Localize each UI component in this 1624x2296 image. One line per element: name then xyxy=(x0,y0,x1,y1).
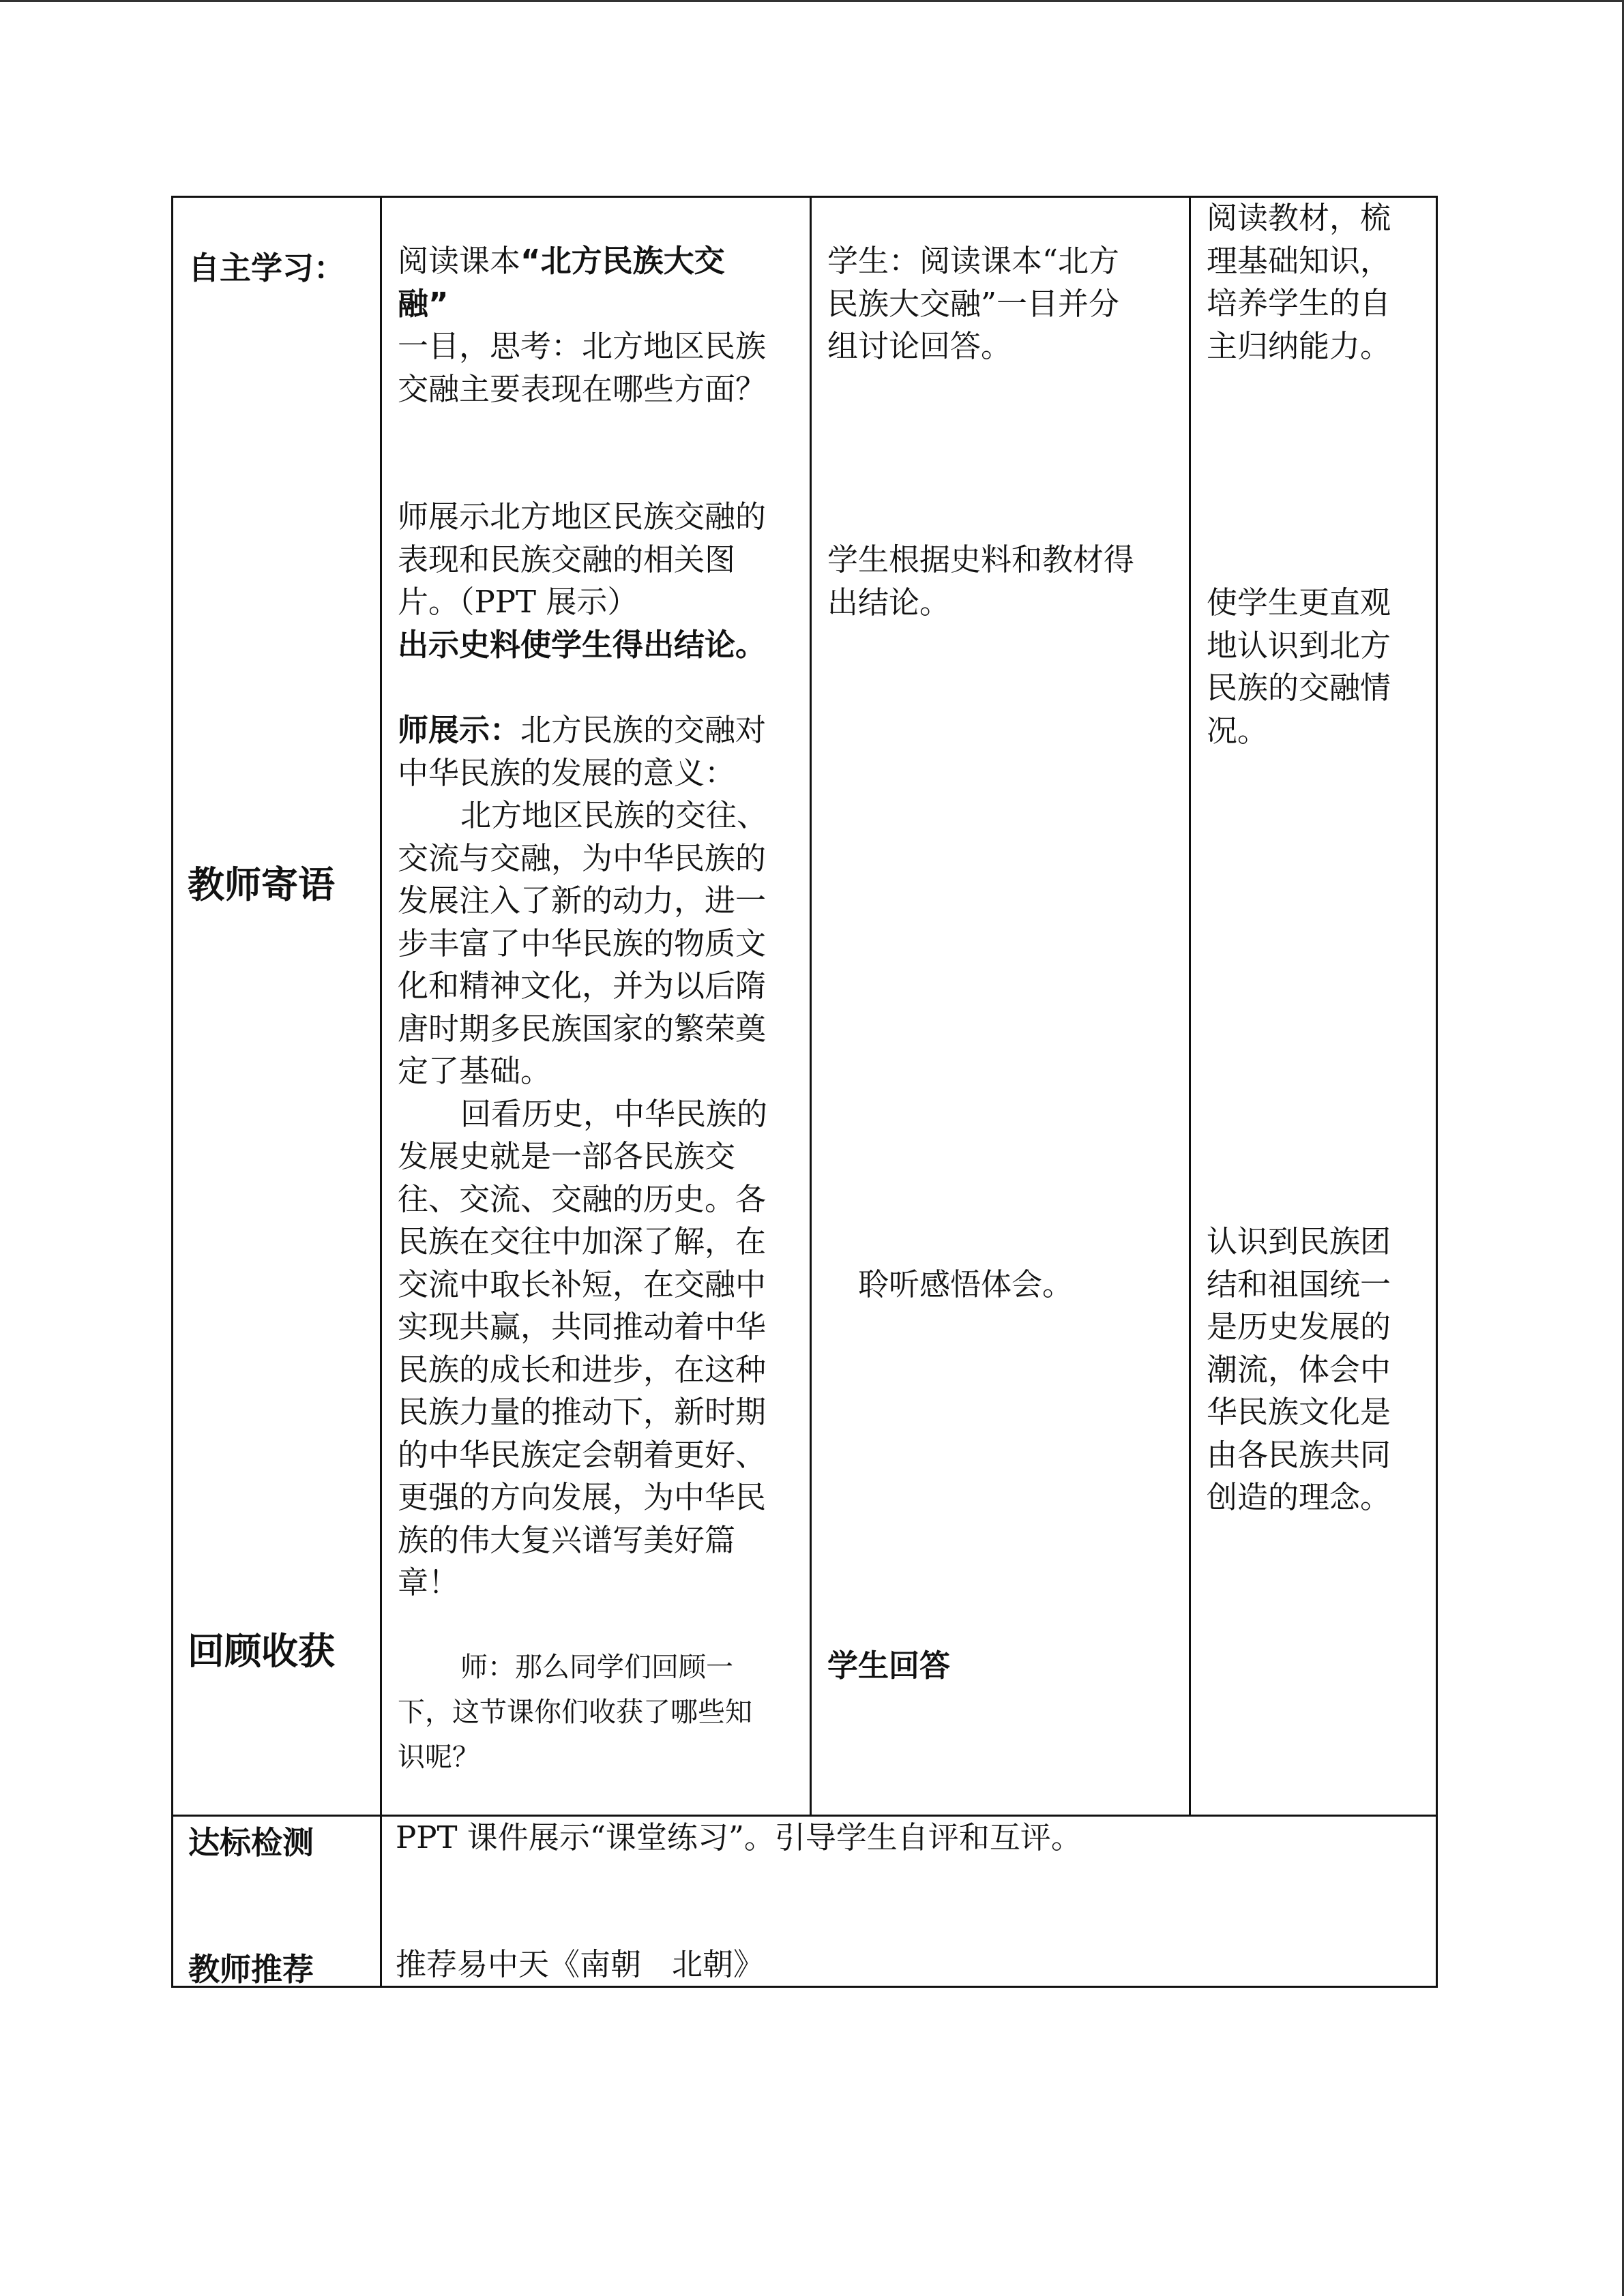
para1-line: 步丰富了中华民族的物质文 xyxy=(398,925,767,961)
think-line: 一目，思考：北方地区民族 xyxy=(398,328,767,364)
table-col-divider-2 xyxy=(810,196,812,1816)
purpose-block-1 xyxy=(1207,197,1432,368)
teacher-recommend-label: 教师推荐 xyxy=(188,1951,314,1988)
purpose-line: 创造的理念。 xyxy=(1207,1479,1391,1515)
show-line: 片。（PPT 展示） xyxy=(398,584,638,620)
purpose-line: 况。 xyxy=(1207,712,1269,749)
para1-line: 定了基础。 xyxy=(398,1053,552,1089)
teacher-review-block xyxy=(398,1645,800,1780)
student-read-line: 组讨论回答。 xyxy=(827,328,1012,364)
show-line: 师展示北方地区民族交融的 xyxy=(398,498,767,535)
purpose-block-2 xyxy=(1207,582,1432,752)
table-left-border xyxy=(171,196,173,1988)
para1-line: 化和精神文化，并为以后隋 xyxy=(398,968,767,1004)
para1-line: 唐时期多民族国家的繁荣奠 xyxy=(398,1010,767,1047)
teacher-show-block xyxy=(398,496,800,666)
review-line: 下，这节课你们收获了哪些知 xyxy=(398,1697,752,1728)
table-right-border xyxy=(1436,196,1438,1988)
student-conclude-line: 出结论。 xyxy=(827,584,951,621)
teacher-recommend-text: 推荐易中天《南朝 北朝》 xyxy=(396,1946,765,1982)
significance-label: 师展示： xyxy=(398,712,521,748)
purpose-line: 地认识到北方 xyxy=(1207,627,1391,664)
read-title: “北方民族大交 xyxy=(520,243,725,279)
purpose-line: 民族的交融情 xyxy=(1207,670,1391,706)
purpose-line: 结和祖国统一 xyxy=(1207,1266,1391,1302)
para2-line: 族的伟大复兴谱写美好篇 xyxy=(398,1521,736,1558)
purpose-line: 培养学生的自 xyxy=(1207,285,1391,321)
purpose-line: 潮流，体会中 xyxy=(1207,1351,1391,1388)
para2-line: 的中华民族定会朝着更好、 xyxy=(398,1436,767,1473)
student-answer-block xyxy=(827,1645,1182,1688)
standard-check-label: 达标检测 xyxy=(188,1824,314,1861)
purpose-line: 认识到民族团 xyxy=(1207,1223,1391,1259)
para1-line: 北方地区民族的交往、 xyxy=(460,797,768,833)
student-read-line: 民族大交融”一目并分 xyxy=(827,285,1120,322)
teacher-read-block xyxy=(398,240,800,411)
read-prefix: 阅读课本 xyxy=(398,243,521,279)
show-line: 表现和民族交融的相关图 xyxy=(398,541,736,578)
student-read-line: 学生：阅读课本“北方 xyxy=(827,243,1120,279)
purpose-line: 由各民族共同 xyxy=(1207,1436,1391,1473)
page-top-border xyxy=(0,0,1624,2)
read-title-cont: 融” xyxy=(398,285,449,322)
student-answer: 学生回答 xyxy=(827,1648,951,1684)
para2-line: 往、交流、交融的历史。各 xyxy=(398,1180,767,1217)
student-read-block xyxy=(827,240,1182,368)
para2-line: 更强的方向发展，为中华民 xyxy=(398,1479,767,1515)
purpose-line: 主归纳能力。 xyxy=(1207,327,1391,364)
para2-line: 实现共赢，共同推动着中华 xyxy=(398,1309,767,1345)
teacher-message-label: 教师寄语 xyxy=(188,863,335,906)
show-conclusion: 出示史料使学生得出结论。 xyxy=(398,626,767,663)
teacher-significance-block xyxy=(398,709,800,1605)
table-col-divider-1 xyxy=(380,196,382,1988)
purpose-line: 华民族文化是 xyxy=(1207,1394,1391,1430)
para2-line: 回看历史，中华民族的 xyxy=(460,1095,768,1132)
think-line: 交融主要表现在哪些方面？ xyxy=(398,370,767,407)
table-col-divider-3 xyxy=(1189,196,1191,1816)
student-listen-block xyxy=(858,1264,1179,1307)
para1-line: 交流与交融，为中华民族的 xyxy=(398,839,767,876)
review-gains-label: 回顾收获 xyxy=(188,1630,335,1673)
significance-line: 北方民族的交融对 xyxy=(520,712,767,748)
purpose-line: 理基础知识， xyxy=(1207,242,1391,279)
para2-line: 民族力量的推动下，新时期 xyxy=(398,1394,767,1430)
para1-line: 发展注入了新的动力，进一 xyxy=(398,882,767,919)
student-listen: 聆听感悟体会。 xyxy=(858,1266,1074,1302)
standard-check-text: PPT 课件展示“课堂练习”。引导学生自评和互评。 xyxy=(396,1819,1082,1855)
purpose-line: 阅读教材，梳 xyxy=(1207,200,1391,236)
review-line: 师：那么同学们回顾一 xyxy=(460,1652,733,1683)
student-conclude-line: 学生根据史料和教材得 xyxy=(827,541,1135,578)
self-study-label: 自主学习： xyxy=(188,250,345,286)
student-conclude-block xyxy=(827,539,1182,624)
significance-line: 中华民族的发展的意义： xyxy=(398,754,736,791)
para2-line: 交流中取长补短，在交融中 xyxy=(398,1266,767,1302)
purpose-block-3 xyxy=(1207,1221,1432,1519)
review-line: 识呢？ xyxy=(398,1742,479,1773)
para2-line: 民族的成长和进步，在这种 xyxy=(398,1351,767,1388)
para2-line: 民族在交往中加深了解，在 xyxy=(398,1223,767,1259)
purpose-line: 是历史发展的 xyxy=(1207,1309,1391,1345)
para2-line: 章！ xyxy=(398,1564,460,1600)
purpose-line: 使学生更直观 xyxy=(1207,584,1391,621)
para2-line: 发展史就是一部各民族交 xyxy=(398,1138,736,1174)
